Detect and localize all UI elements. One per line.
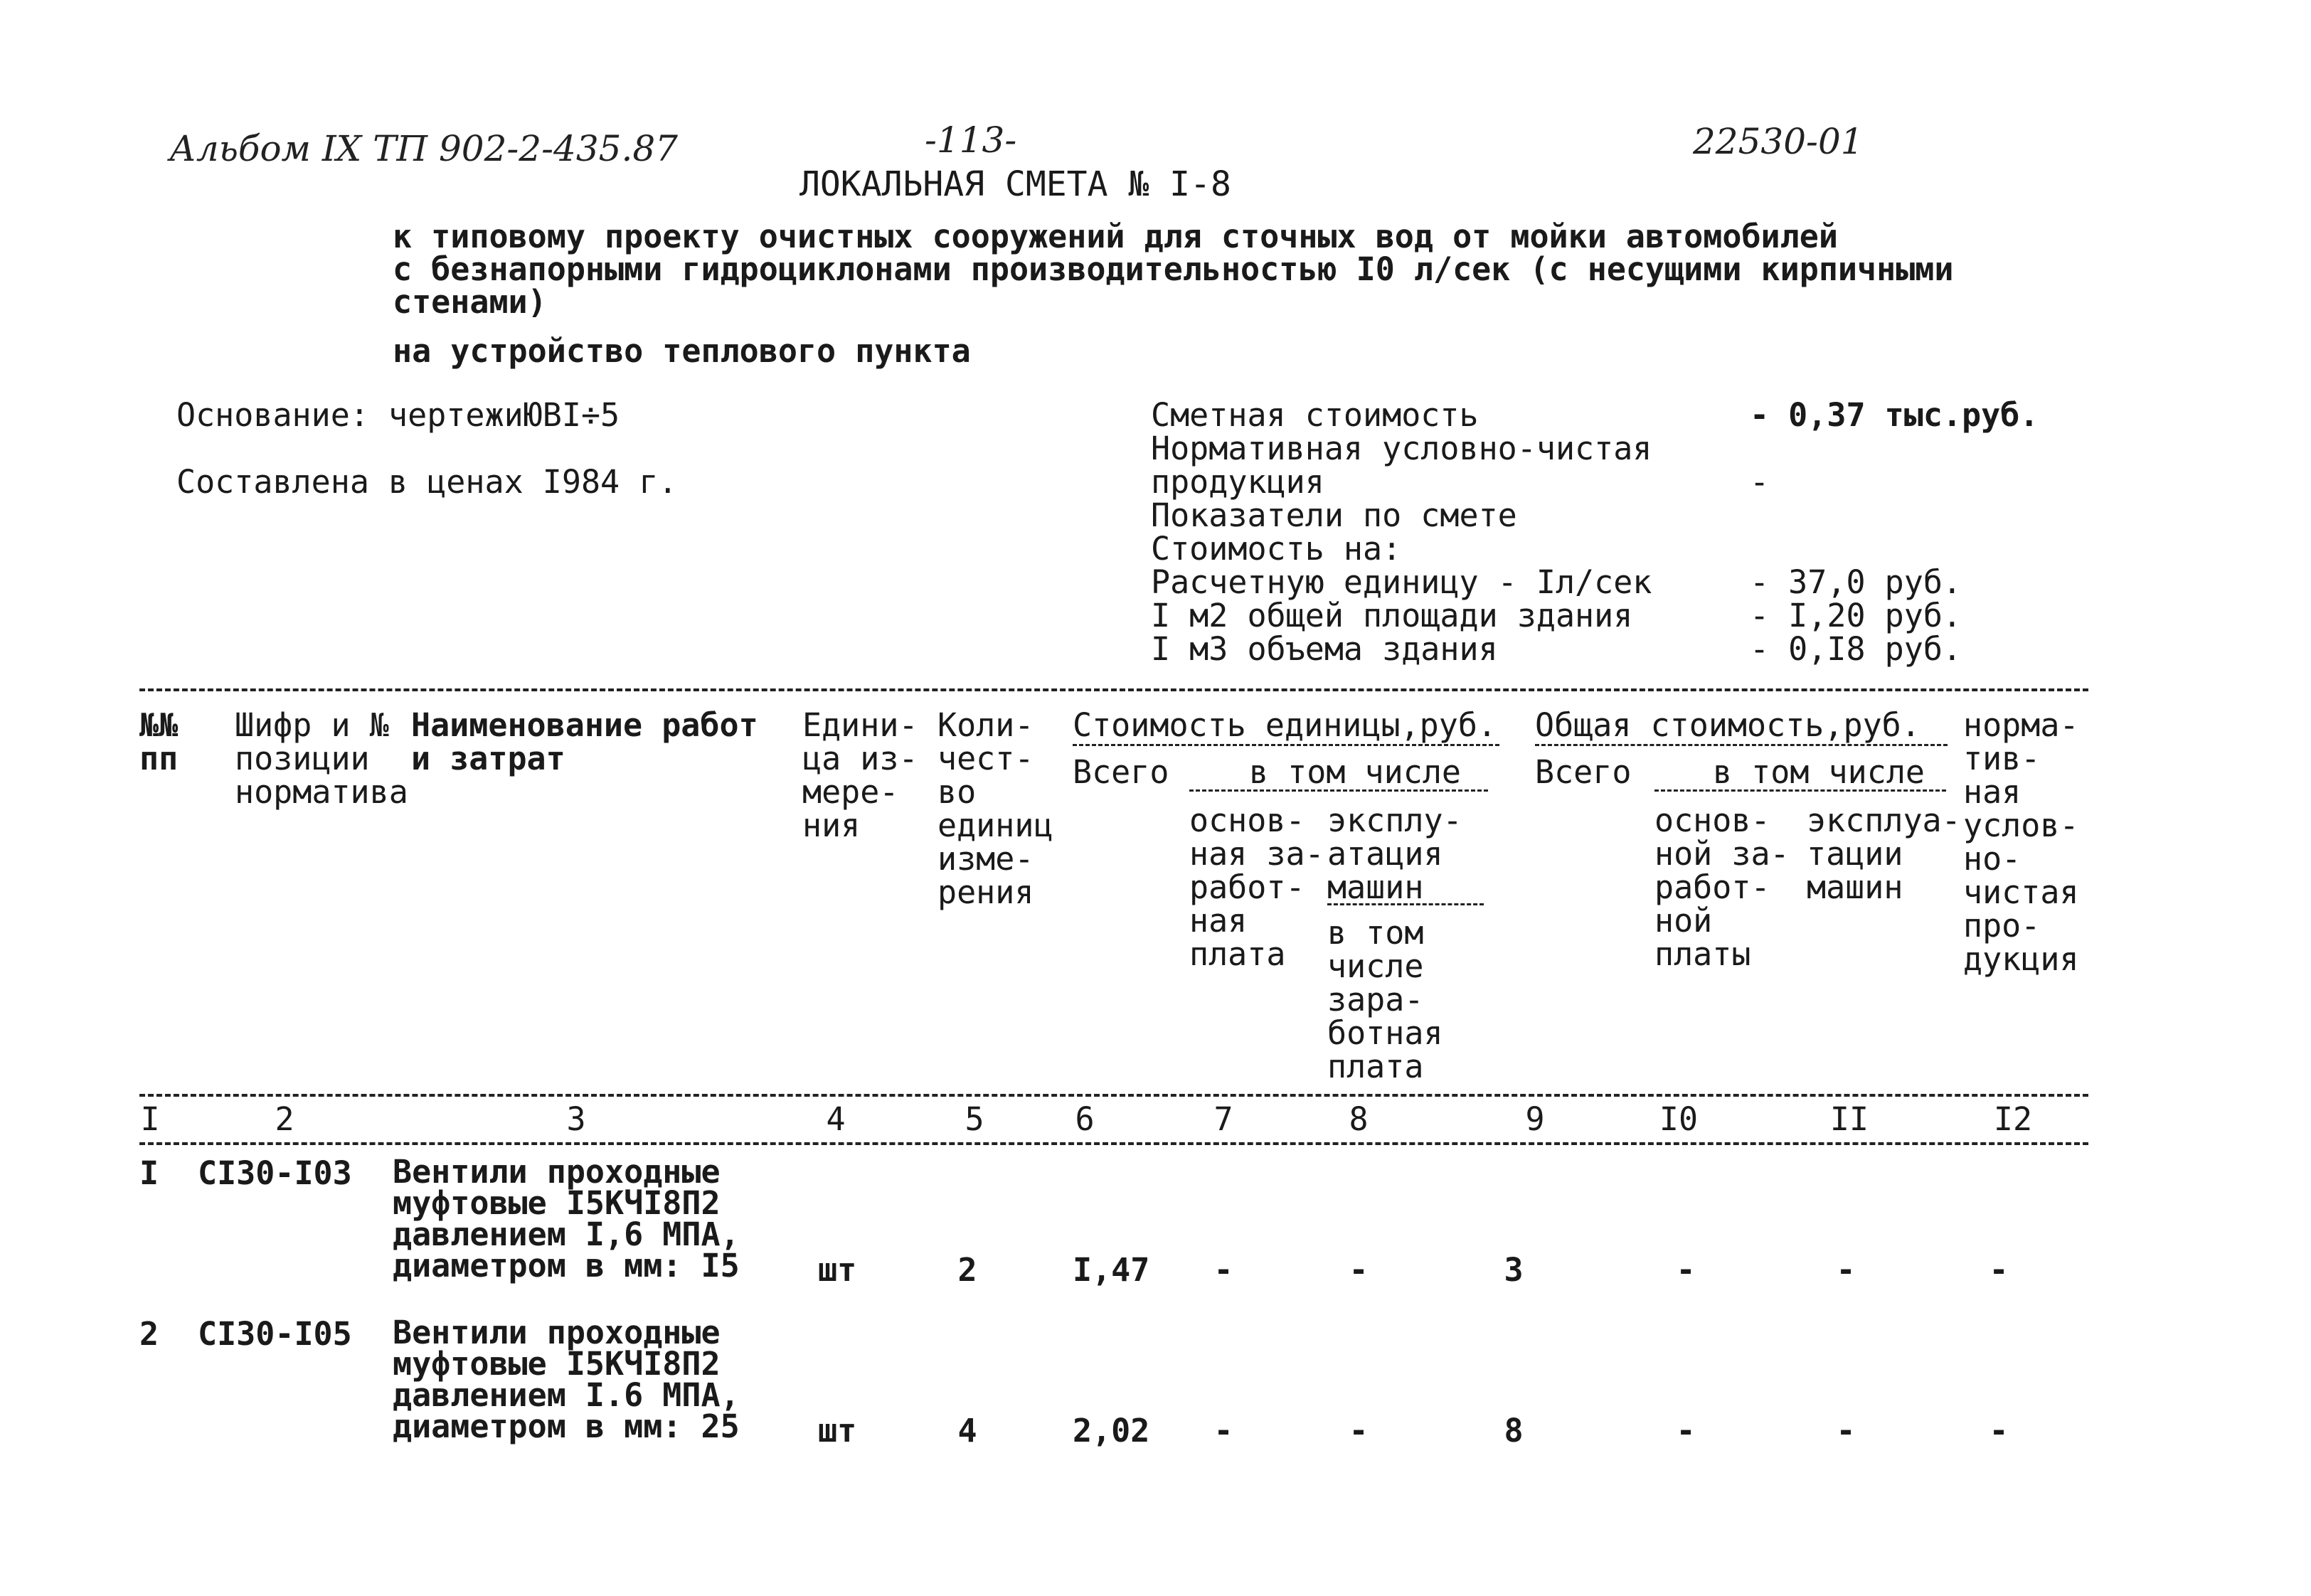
header-machines: эксплу- атация машин	[1327, 802, 1462, 906]
page-number: -113-	[925, 119, 1017, 161]
unit-incl-underline	[1189, 789, 1488, 792]
row-c12: -	[1989, 1412, 2009, 1449]
header-base-wage-total: основ- ной за- работ- ной платы	[1654, 802, 1790, 973]
row-name: Вентили проходные муфтовые I5КЧI8П2 давлением I,6 МПА, диаметром в мм: I5	[393, 1153, 740, 1284]
row-c7: -	[1213, 1412, 1233, 1449]
col-number: 6	[1075, 1100, 1095, 1138]
unit-cost-label: Расчетную единицу - Iл/сек	[1151, 563, 1652, 601]
col-number: I2	[1993, 1100, 2033, 1138]
row-num: 2	[139, 1315, 159, 1353]
col-number: II	[1829, 1100, 1869, 1138]
table-top-rule	[139, 688, 2088, 691]
header-normative: норма- тив- ная услов- но- чистая про- дукция	[1963, 706, 2079, 978]
row-num: I	[139, 1154, 159, 1192]
unit-cost-value: - 37,0 руб.	[1750, 563, 1962, 601]
basis: Основание: чертежиЮВI÷5	[176, 396, 620, 434]
col-number: 7	[1213, 1100, 1233, 1138]
row-total: 3	[1504, 1251, 1524, 1289]
total-incl-underline	[1654, 789, 1946, 792]
album-reference: Альбом IX ТП 902-2-435.87	[169, 128, 678, 169]
row-code: CI30-I03	[198, 1154, 352, 1192]
estimate-title: ЛОКАЛЬНАЯ СМЕТА № I-8	[799, 164, 1231, 204]
header-bottom-rule	[139, 1094, 2088, 1097]
prices-year: Составлена в ценах I984 г.	[176, 463, 678, 501]
row-c10: -	[1676, 1412, 1696, 1449]
row-c12: -	[1989, 1251, 2009, 1289]
row-unit: шт	[818, 1412, 857, 1449]
row-unit-total: I,47	[1073, 1251, 1150, 1289]
header-num: №№ пп	[139, 706, 179, 777]
estimated-cost-value: - 0,37 тыс.руб.	[1750, 396, 2039, 434]
row-total: 8	[1504, 1412, 1524, 1449]
document-code: 22530-01	[1693, 121, 1864, 162]
header-unit-cost-total: Всего	[1073, 753, 1169, 791]
row-c8: -	[1349, 1412, 1369, 1449]
header-qty: Коли- чест- во единиц изме- рения	[937, 706, 1053, 911]
col-number: 8	[1349, 1100, 1369, 1138]
machines-underline	[1327, 903, 1484, 905]
row-qty: 4	[957, 1412, 977, 1449]
col-number: I0	[1659, 1100, 1699, 1138]
row-c7: -	[1213, 1251, 1233, 1289]
header-name: Наименование работ и затрат	[411, 706, 758, 777]
header-unit: Едини- ца из- мере- ния	[802, 706, 918, 844]
indicators-label: Показатели по смете Стоимость на:	[1151, 496, 1517, 568]
normative-label: Нормативная условно-чистая продукция	[1151, 430, 1652, 501]
row-qty: 2	[957, 1251, 977, 1289]
header-machines-wage: в том числе зара- ботная плата	[1327, 914, 1443, 1085]
header-unit-cost: Стоимость единицы,руб.	[1073, 706, 1497, 744]
col-number: 4	[826, 1100, 846, 1138]
col-number: I	[140, 1100, 160, 1138]
normative-value: -	[1750, 463, 1770, 501]
row-unit: шт	[818, 1251, 857, 1289]
area-cost-value: - I,20 руб.	[1750, 597, 1962, 634]
col-number: 9	[1525, 1100, 1545, 1138]
estimated-cost-label: Сметная стоимость	[1151, 396, 1479, 434]
header-base-wage: основ- ная за- работ- ная плата	[1189, 802, 1324, 973]
header-unit-cost-incl: в том числе	[1249, 753, 1462, 791]
row-unit-total: 2,02	[1073, 1412, 1150, 1449]
estimate-subtitle: к типовому проекту очистных сооружений для сточных вод от мойки автомобилей с безнапорными гидроциклонами производительностью I0 л/сек (с несущими кирпичными стенами)	[393, 218, 1954, 321]
header-total-cost-total: Всего	[1535, 753, 1632, 791]
estimate-purpose: на устройство теплового пункта	[393, 332, 971, 370]
col-number: 3	[566, 1100, 586, 1138]
row-c11: -	[1836, 1412, 1856, 1449]
row-name: Вентили проходные муфтовые I5КЧI8П2 давлением I.6 МПА, диаметром в мм: 25	[393, 1314, 740, 1445]
unit-cost-underline	[1073, 744, 1499, 746]
volume-cost-value: - 0,I8 руб.	[1750, 630, 1962, 668]
header-code: Шифр и № позиции норматива	[235, 706, 408, 811]
row-c10: -	[1676, 1251, 1696, 1289]
row-c8: -	[1349, 1251, 1369, 1289]
header-total-cost: Общая стоимость,руб.	[1535, 706, 1920, 744]
col-number: 5	[965, 1100, 984, 1138]
row-code: CI30-I05	[198, 1315, 352, 1353]
row-c11: -	[1836, 1251, 1856, 1289]
area-cost-label: I м2 общей площади здания	[1151, 597, 1633, 634]
header-total-cost-incl: в том числе	[1713, 753, 1925, 791]
col-number-rule	[139, 1142, 2088, 1145]
total-cost-underline	[1535, 744, 1948, 746]
volume-cost-label: I м3 объема здания	[1151, 630, 1498, 668]
col-number: 2	[275, 1100, 294, 1138]
header-machines-total: эксплуа- тации машин	[1807, 802, 1961, 906]
